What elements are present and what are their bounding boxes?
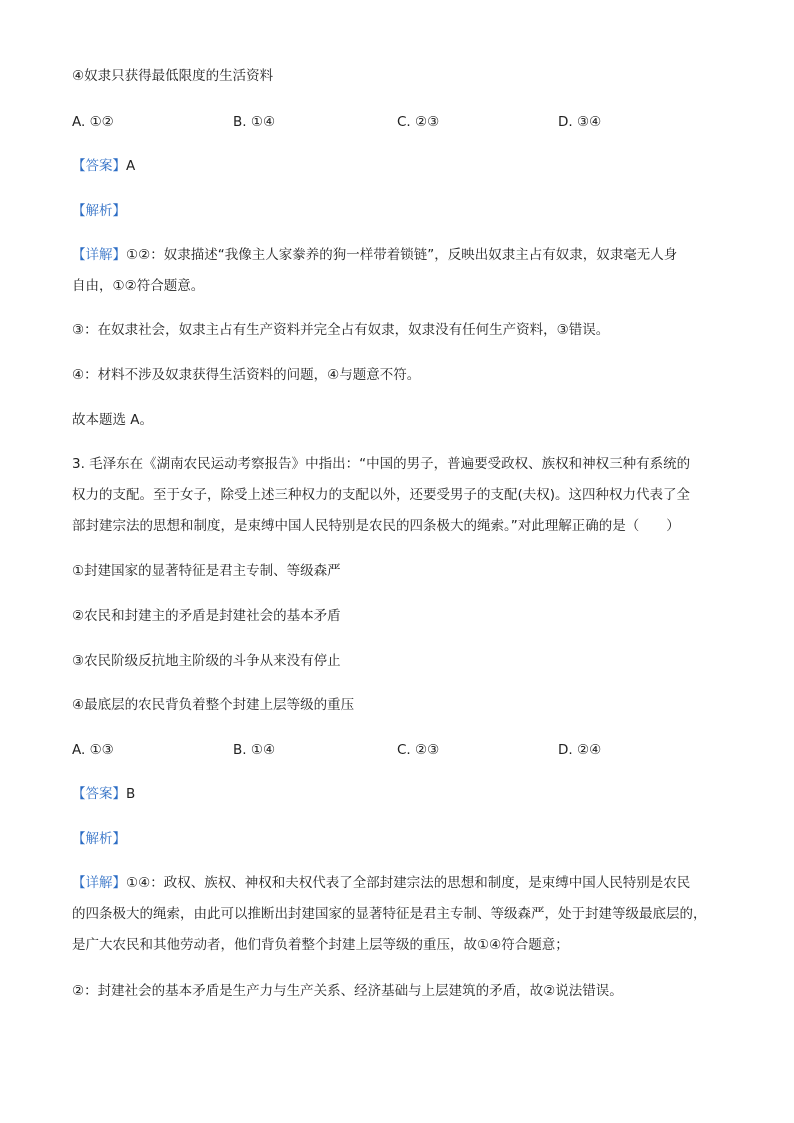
q3-detail-line-1: ①④：政权、族权、神权和夫权代表了全部封建宗法的思想和制度，是束缚中国人民特别是农民 [126, 875, 691, 891]
q3-question-line-1: 3. 毛泽东在《湖南农民运动考察报告》中指出：“中国的男子，普遍要受政权、族权和神权三种有系统的 [72, 456, 691, 472]
q3-question-line-3: 部封建宗法的思想和制度，是束缚中国人民特别是农民的四条极大的绳索。”对此理解正确的是（ ） [72, 518, 680, 534]
q3-statement-3: ③农民阶级反抗地主阶级的斗争从来没有停止 [72, 653, 341, 669]
q2-point-4: ④：材料不涉及奴隶获得生活资料的问题，④与题意不符。 [72, 367, 421, 383]
q2-options [72, 112, 712, 132]
q3-option-c: C. ②③ [397, 742, 440, 758]
q3-point-2: ②：封建社会的基本矛盾是生产力与生产关系、经济基础与上层建筑的矛盾，故②说法错误。 [72, 983, 623, 999]
q3-option-a: A. ①③ [72, 742, 114, 758]
q3-detail [72, 868, 732, 961]
q2-point-3: ③：在奴隶社会，奴隶主占有生产资料并完全占有奴隶，奴隶没有任何生产资料，③错误。 [72, 322, 610, 338]
answer-tag: 【答案】 [72, 786, 126, 802]
q3-answer [72, 784, 135, 804]
q3-statement-1: ①封建国家的显著特征是君主专制、等级森严 [72, 563, 341, 579]
q2-detail [72, 240, 732, 302]
q3-statement-4: ④最底层的农民背负着整个封建上层等级的重压 [72, 697, 355, 713]
q2-analysis-tag: 【解析】 [72, 203, 126, 219]
q3-question-line-2: 权力的支配。至于女子，除受上述三种权力的支配以外，还要受男子的支配(夫权)。这四种权力代表了全 [72, 487, 691, 503]
q3-detail-line-2: 的四条极大的绳索，由此可以推断出封建国家的显著特征是君主专制、等级森严，处于封建等级最底层的， [72, 906, 707, 922]
q3-option-d: D. ②④ [558, 742, 602, 758]
q2-option-c: C. ②③ [397, 114, 440, 130]
q3-statement-2: ②农民和封建主的矛盾是封建社会的基本矛盾 [72, 608, 341, 624]
answer-value: A [126, 158, 136, 174]
answer-tag: 【答案】 [72, 158, 126, 174]
q2-conclusion: 故本题选 A。 [72, 412, 154, 428]
q2-option-a: A. ①② [72, 114, 114, 130]
q2-statement-4: ④奴隶只获得最低限度的生活资料 [72, 68, 274, 84]
q2-option-b: B. ①④ [233, 114, 276, 130]
q3-analysis-tag: 【解析】 [72, 831, 126, 847]
q2-answer [72, 156, 135, 176]
q3-question [72, 449, 732, 542]
answer-value: B [126, 786, 136, 802]
detail-tag: 【详解】 [72, 875, 126, 891]
q2-option-d: D. ③④ [558, 114, 602, 130]
q3-detail-line-3: 是广大农民和其他劳动者，他们背负着整个封建上层等级的重压，故①④符合题意； [72, 937, 569, 953]
q2-detail-line-2: 自由，①②符合题意。 [72, 278, 205, 294]
q3-options [72, 740, 712, 760]
detail-tag: 【详解】 [72, 247, 126, 263]
q2-detail-line-1: ①②：奴隶描述“我像主人家豢养的狗一样带着锁链”，反映出奴隶主占有奴隶，奴隶毫无人身 [126, 247, 678, 263]
q3-option-b: B. ①④ [233, 742, 276, 758]
